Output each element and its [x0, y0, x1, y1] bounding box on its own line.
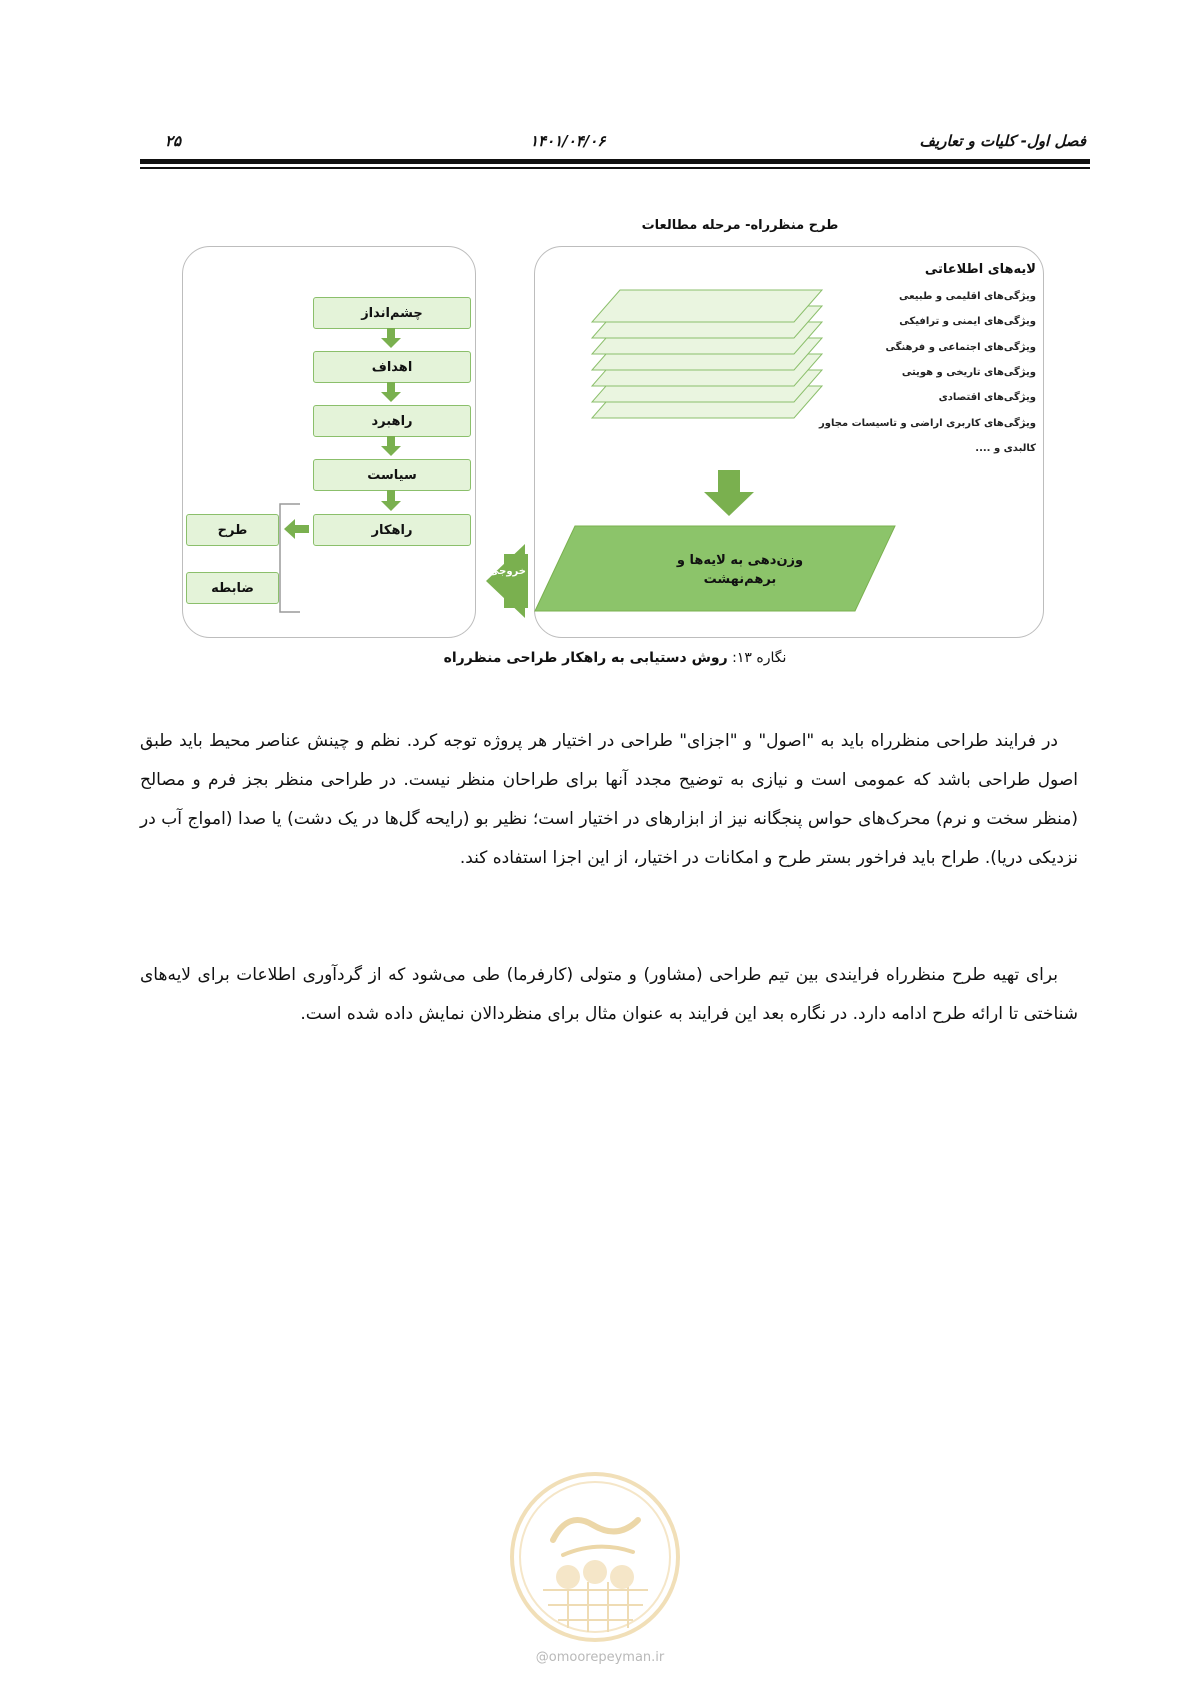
weighting-line-1: وزن‌دهی به لایه‌ها و [676, 553, 804, 568]
footer-url: @omoorepeyman.ir [535, 1650, 665, 1665]
flow-step-goals: اهداف [313, 351, 471, 383]
figure-caption [380, 650, 850, 666]
omoore-peyman-seal-icon [508, 1470, 683, 1645]
weighting-line-2: برهم‌نهشت [703, 572, 777, 587]
output-arrow-shaft [504, 554, 528, 608]
flow-arrows [284, 328, 401, 539]
chapter-title: فصل اول- کلیات و تعاریف [919, 132, 1086, 150]
flow-step-vision: چشم‌انداز [313, 297, 471, 329]
layer-item: ویژگی‌های اقلیمی و طبیعی [899, 291, 1036, 302]
layer-item: ویژگی‌های اجتماعی و فرهنگی [885, 342, 1036, 353]
layer-item: ویژگی‌های تاریخی و هویتی [901, 367, 1036, 378]
arrow-left-icon [284, 519, 309, 539]
output-plan: طرح [186, 514, 279, 546]
paragraph-1: در فرایند طراحی منظرراه باید به "اصول" و "اجزای" طراحی در اختیار هر پروژه توجه کرد. نظم و چینش عناصر محیط باید طبق اصول طراحی باشد که عمومی است و نیازی به توضیح مجدد آنها برای طراحان منظر نیست. در طراحی منظر بجز فرم و مصالح (منظر سخت و نرم) محرک‌های حواس پنجگانه نیز از ابزارهای در اختیار است؛ نظیر بو (رایحه گل‌ها در یک دشت) یا صدا (امواج آب در نزدیکی دریا). طراح باید فراخور بستر طرح و امکانات در اختیار، از این اجزا استفاده کند. [140, 731, 1078, 868]
header-date: ۱۴۰۱/۰۴/۰۶ [530, 132, 606, 150]
arrow-down-icon [381, 382, 401, 402]
weighting-label [640, 551, 840, 589]
layer-item: ویژگی‌های اقتصادی [938, 392, 1036, 403]
layers-title: لایه‌های اطلاعاتی [924, 262, 1036, 277]
arrow-down-icon [381, 436, 401, 456]
arrow-down-icon [381, 328, 401, 348]
arrow-down-large-icon [704, 470, 754, 516]
figure-title: طرح منظرراه- مرحله مطالعات [641, 218, 839, 233]
flow-step-solution: راهکار [313, 514, 471, 546]
caption-prefix: نگاره ۱۳: [727, 650, 787, 666]
paragraph-2: برای تهیه طرح منظرراه فرایندی بین تیم طراحی (مشاور) و متولی (کارفرما) طی می‌شود که از گردآوری اطلاعات برای لایه‌های شناختی تا ارائه طرح ادامه دارد. در نگاره بعد این فرایند به عنوان مثال برای منظردالان نمایش داده شده است. [140, 965, 1078, 1024]
output-label: خروجی [489, 566, 526, 577]
layer-item: ویژگی‌های ایمنی و ترافیکی [899, 316, 1036, 327]
page-number: ۲۵ [165, 132, 182, 150]
arrow-down-icon [381, 490, 401, 511]
layer-item: کالبدی و .... [975, 443, 1036, 454]
caption-title: روش دستیابی به راهکار طراحی منظرراه [443, 650, 728, 666]
output-bracket [280, 504, 300, 612]
flow-step-strategy: راهبرد [313, 405, 471, 437]
layer-item: ویژگی‌های کاربری اراضی و تاسیسات مجاور [819, 418, 1036, 429]
output-regulation: ضابطه [186, 572, 279, 604]
flow-step-policy: سیاست [313, 459, 471, 491]
